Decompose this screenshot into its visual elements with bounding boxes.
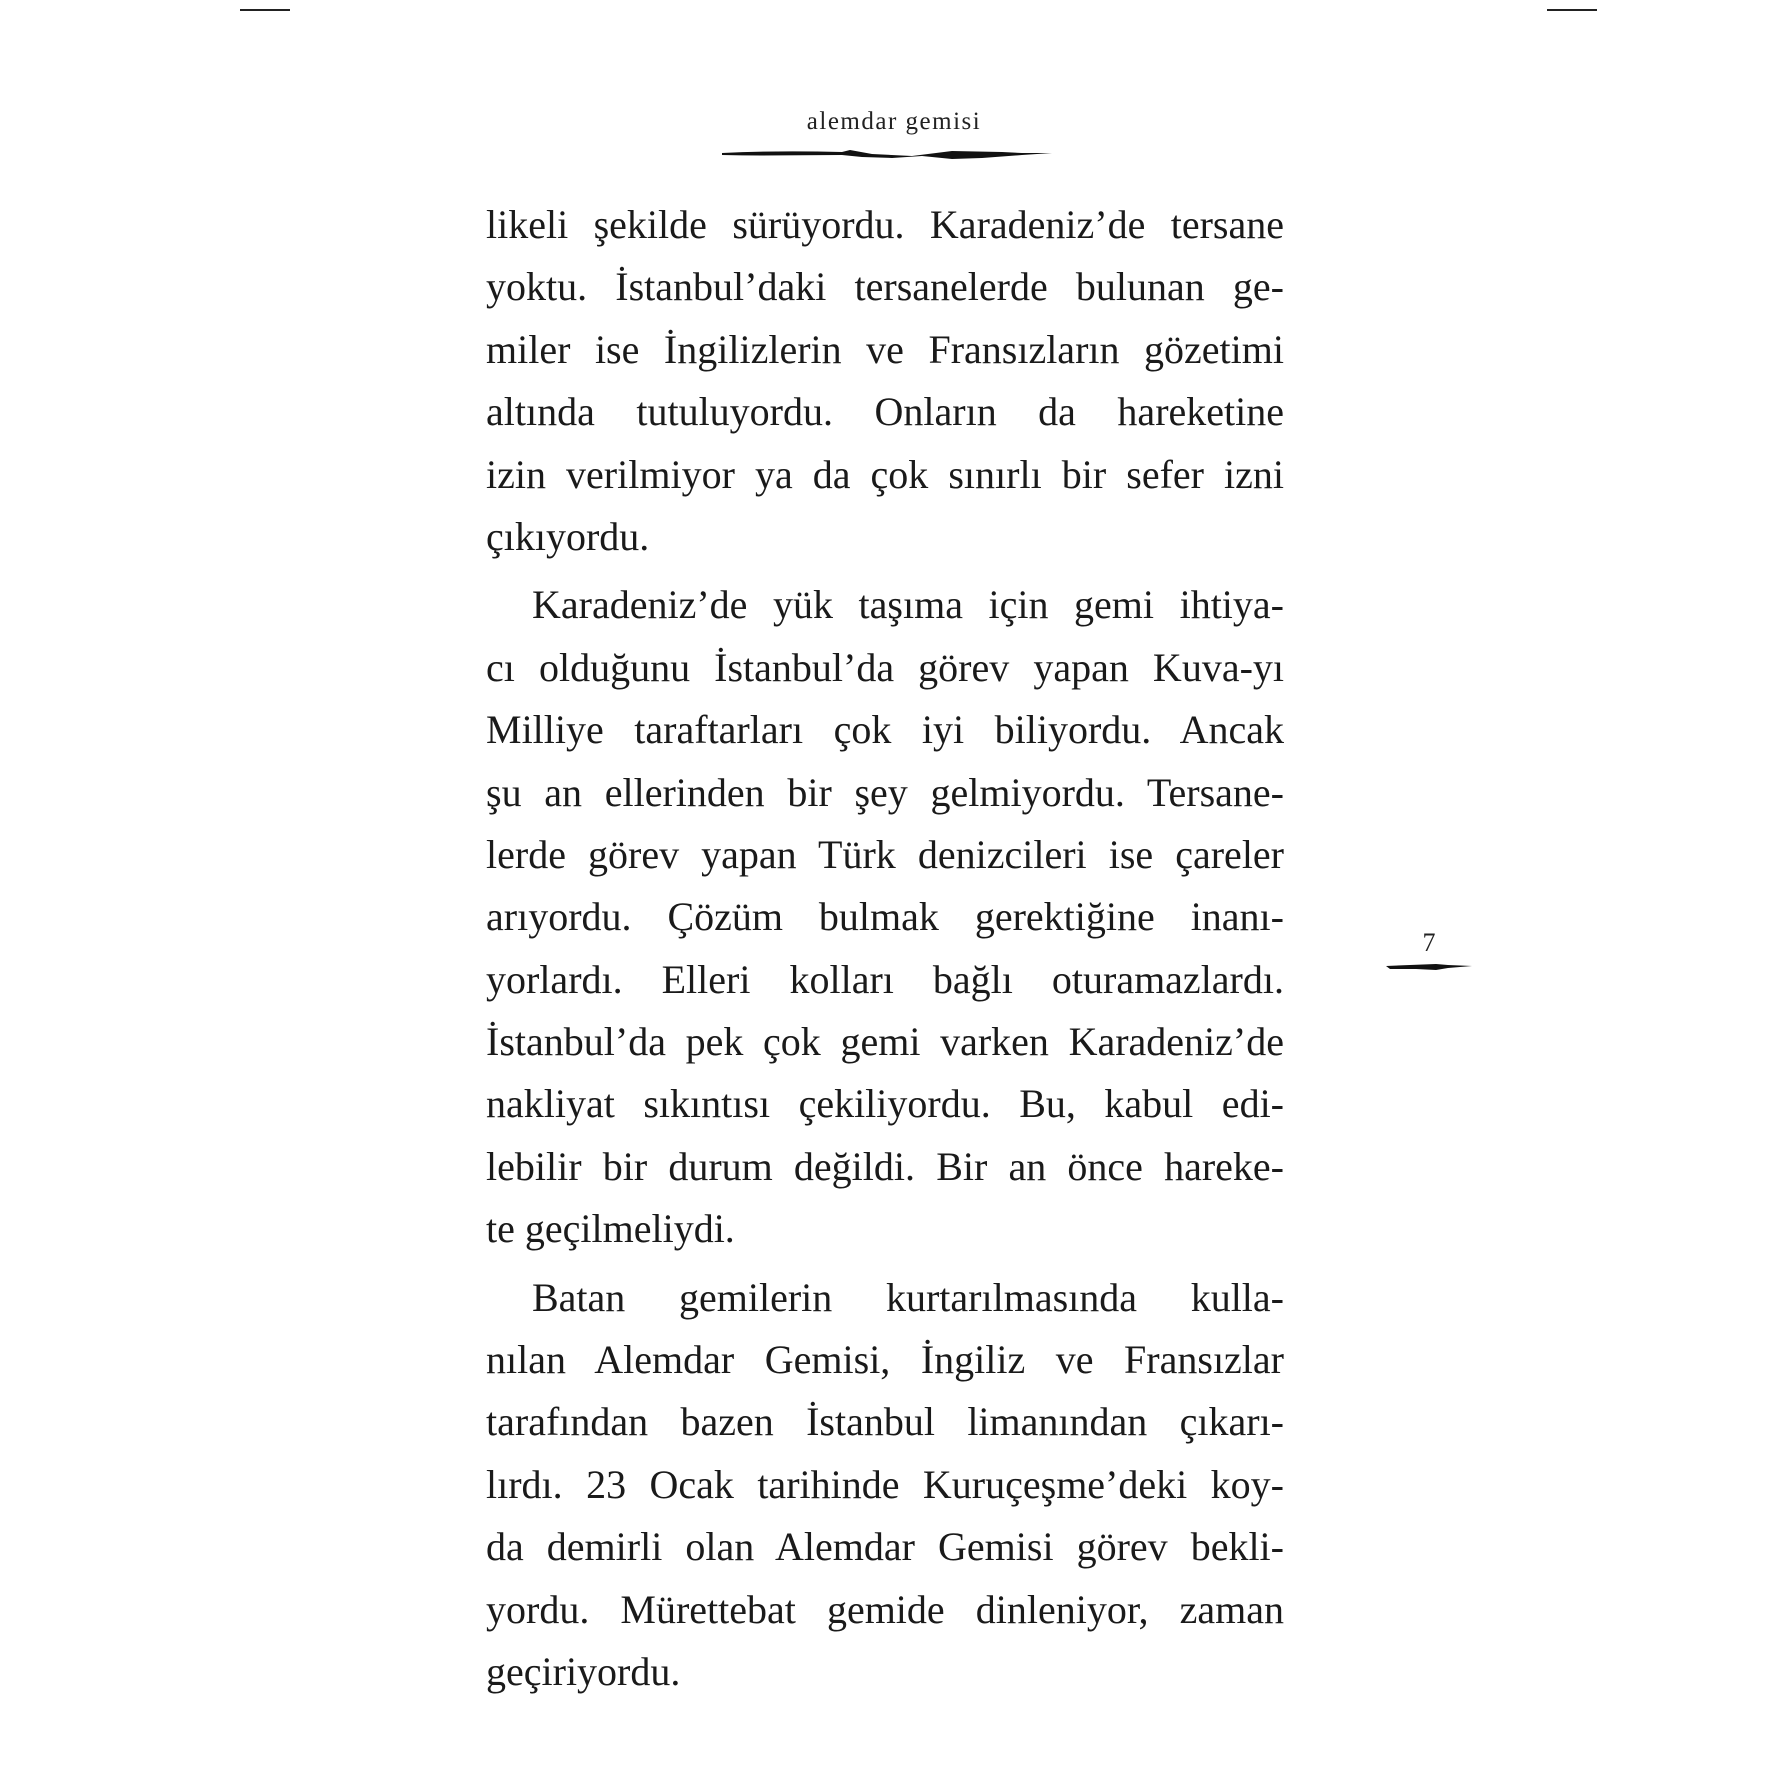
text-line: tarafından bazen İstanbul limanından çıkarı- bbox=[486, 1399, 1284, 1445]
paragraph-3 bbox=[486, 1267, 1284, 1704]
text-line: Karadeniz’de yük taşıma için gemi ihtiya- bbox=[532, 582, 1284, 628]
text-line: İstanbul’da pek çok gemi varken Karadeniz’de bbox=[486, 1019, 1284, 1065]
brush-rule-stroke bbox=[722, 150, 1052, 159]
crop-mark-left bbox=[240, 9, 290, 11]
crop-mark-right bbox=[1547, 9, 1597, 11]
text-line: yorlardı. Elleri kolları bağlı oturamazlardı. bbox=[486, 956, 1284, 1002]
paragraph-2 bbox=[486, 574, 1284, 1260]
text-line: nakliyat sıkıntısı çekiliyordu. Bu, kabul edi- bbox=[486, 1081, 1284, 1127]
running-head: alemdar gemisi bbox=[806, 108, 982, 135]
text-line: yordu. Mürettebat gemide dinleniyor, zaman bbox=[486, 1586, 1284, 1632]
page-number-brush-stroke bbox=[1386, 964, 1472, 970]
text-line: şu an ellerinden bir şey gelmiyordu. Tersane- bbox=[486, 769, 1284, 815]
text-line: arıyordu. Çözüm bulmak gerektiğine inanı- bbox=[486, 894, 1284, 940]
text-line: lebilir bir durum değildi. Bir an önce hareke- bbox=[486, 1143, 1284, 1189]
text-line: nılan Alemdar Gemisi, İngiliz ve Fransızlar bbox=[486, 1337, 1284, 1383]
text-line: geçiriyordu. bbox=[486, 1648, 681, 1694]
text-line: likeli şekilde sürüyordu. Karadeniz’de tersane bbox=[486, 202, 1284, 247]
text-line: yoktu. İstanbul’daki tersanelerde bulunan ge- bbox=[486, 264, 1284, 310]
text-line: Milliye taraftarları çok iyi biliyordu. Ancak bbox=[486, 707, 1284, 753]
text-line: miler ise İngilizlerin ve Fransızların gözetimi bbox=[486, 326, 1284, 372]
text-line: da demirli olan Alemdar Gemisi görev bekli- bbox=[486, 1524, 1284, 1570]
page-number-brush-ornament bbox=[1386, 962, 1472, 972]
text-line: izin verilmiyor ya da çok sınırlı bir sefer izni bbox=[486, 451, 1284, 497]
text-line: cı olduğunu İstanbul’da görev yapan Kuva-yı bbox=[486, 644, 1284, 690]
page-number: 7 bbox=[1422, 928, 1436, 957]
text-line: Batan gemilerin kurtarılmasında kulla- bbox=[532, 1274, 1284, 1320]
text-line: çıkıyordu. bbox=[486, 513, 650, 559]
text-line: lerde görev yapan Türk denizcileri ise çareler bbox=[486, 831, 1284, 877]
brush-rule-ornament bbox=[722, 147, 1052, 161]
text-line: te geçilmeliydi. bbox=[486, 1206, 735, 1252]
body-text bbox=[486, 194, 1284, 1703]
text-line: lırdı. 23 Ocak tarihinde Kuruçeşme’deki koy- bbox=[486, 1461, 1284, 1507]
text-line: altında tutuluyordu. Onların da hareketine bbox=[486, 389, 1284, 435]
paragraph-1 bbox=[486, 194, 1284, 568]
